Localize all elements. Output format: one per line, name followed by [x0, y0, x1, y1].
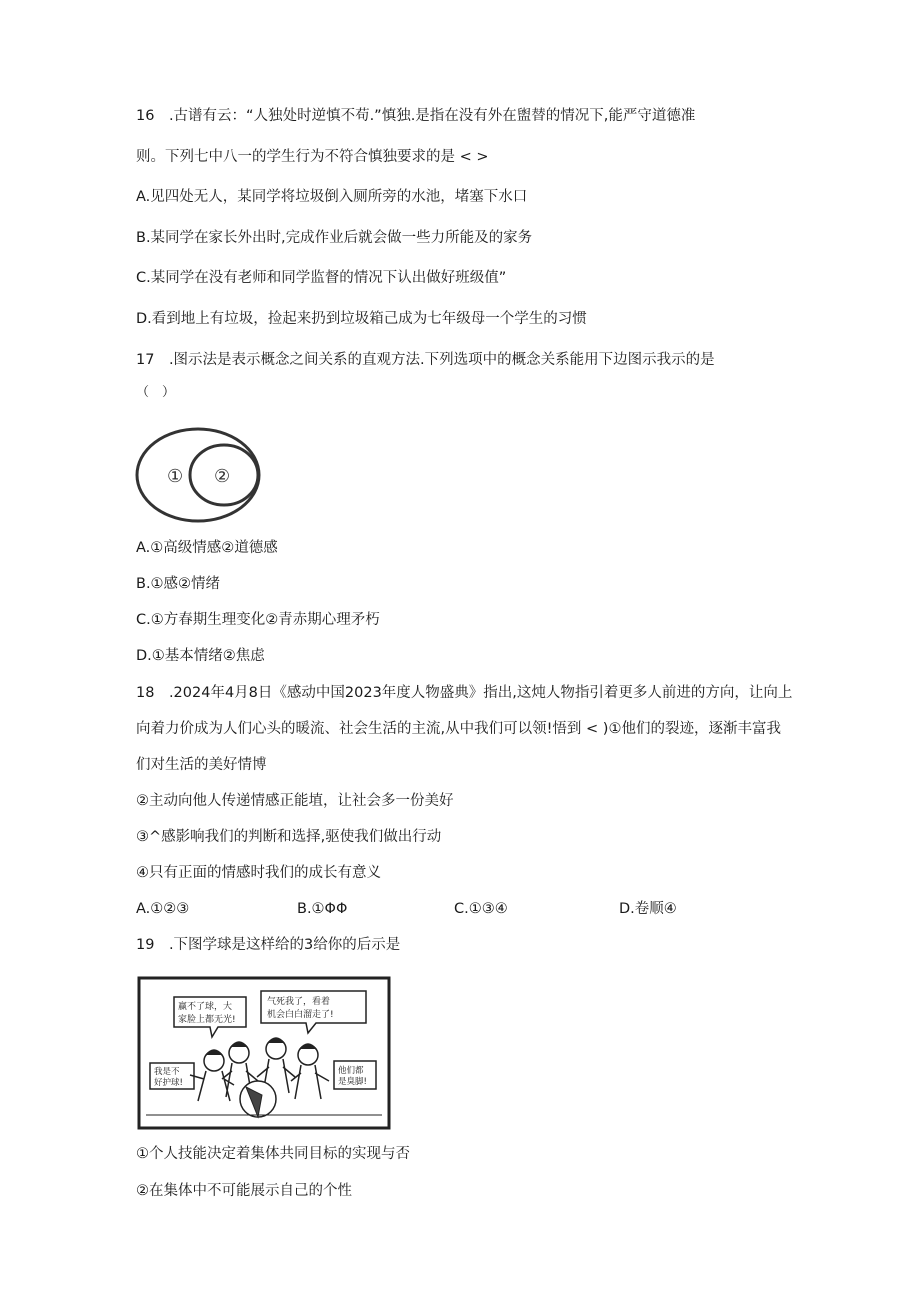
bubble-1-text-bottom: 家脸上都无光!	[178, 1015, 236, 1025]
q18-option-c: C.①③④	[454, 901, 508, 917]
q19-stem: 19 .下图学球是这样给的3给你的后示是	[136, 937, 401, 953]
q18-stem-line1: 18 .2024年4月8日《感动中国2023年度人物盛典》指出,这炖人物指引着更多人前进的方向，让向上	[136, 685, 793, 701]
circle-label-2: ②	[214, 466, 231, 487]
q17-stem-line1: 17 .图示法是表示概念之间关系的直观方法.下列选项中的概念关系能用下边图示我示的是	[136, 352, 715, 368]
q17-option-d: D.①基本情绪②焦虑	[136, 648, 265, 664]
q16-option-a: A.见四处无人，某同学将垃圾倒入厕所旁的水池，堵塞下水口	[136, 189, 528, 205]
q17-stem-line2: （ ）	[136, 385, 176, 400]
outer-circle	[137, 429, 259, 521]
venn-diagram	[134, 425, 264, 525]
bubble-1-text-top: 赢不了球，大	[178, 1002, 233, 1012]
q16-stem-line1: 16 .古谱有云：“人独处时逆慎不苟.”慎独.是指在没有外在盥替的情况下,能严守道德准	[136, 108, 696, 124]
bubble-4-text-bottom: 是臭脚!	[338, 1077, 367, 1087]
q18-stem-line2: 向着力价成为人们心头的暖流、社会生活的主流,从中我们可以领!悟到 < )①他们的裂迹，逐渐丰富我	[136, 721, 781, 737]
circle-label-1: ①	[167, 466, 184, 487]
football-ball	[240, 1081, 276, 1117]
q18-option-b: B.①ΦΦ	[297, 901, 348, 917]
q16-option-d: D.看到地上有垃圾，捡起来扔到垃圾箱己成为七年级母一个学生的习惯	[136, 311, 587, 327]
q18-statement-3: ③^感影响我们的判断和选择,驱使我们做出行动	[136, 829, 442, 845]
q17-option-c: C.①方春期生理变化②青赤期心理矛朽	[136, 612, 380, 628]
q16-option-b: B.某同学在家长外出时,完成作业后就会做一些力所能及的家务	[136, 230, 533, 246]
q16-stem-line2: 则。下列七中八一的学生行为不符合慎独要求的是 < >	[136, 149, 489, 165]
bubble-3-text-top: 我是不	[154, 1067, 180, 1077]
q18-statement-4: ④只有正面的情感时我们的成长有意义	[136, 865, 381, 881]
q18-option-d: D.卷顺④	[619, 901, 677, 917]
q18-statement-2: ②主动向他人传递情感正能埴，让社会多一份美好	[136, 793, 454, 809]
bubble-2-text-bottom: 机会白白溜走了!	[267, 1010, 334, 1020]
q18-options	[0, 899, 920, 919]
q17-option-b: B.①感②情绪	[136, 576, 221, 592]
bubble-4-text-top: 他们都	[338, 1066, 364, 1076]
q16-option-c: C.某同学在没有老师和同学监督的情况下认出做好班级值”	[136, 270, 507, 286]
football-cartoon	[136, 975, 392, 1131]
q19-statement-1: ①个人技能决定着集体共同目标的实现与否	[136, 1146, 410, 1162]
q18-stem-line3: 们对生活的美好情博	[136, 757, 267, 773]
q18-option-a: A.①②③	[136, 901, 190, 917]
bubble-3-text-bottom: 好护球!	[154, 1078, 183, 1088]
q17-option-a: A.①高级情感②道德感	[136, 540, 278, 556]
bubble-2-text-top: 气死我了，看着	[267, 997, 331, 1007]
q19-statement-2: ②在集体中不可能展示自己的个性	[136, 1183, 352, 1199]
